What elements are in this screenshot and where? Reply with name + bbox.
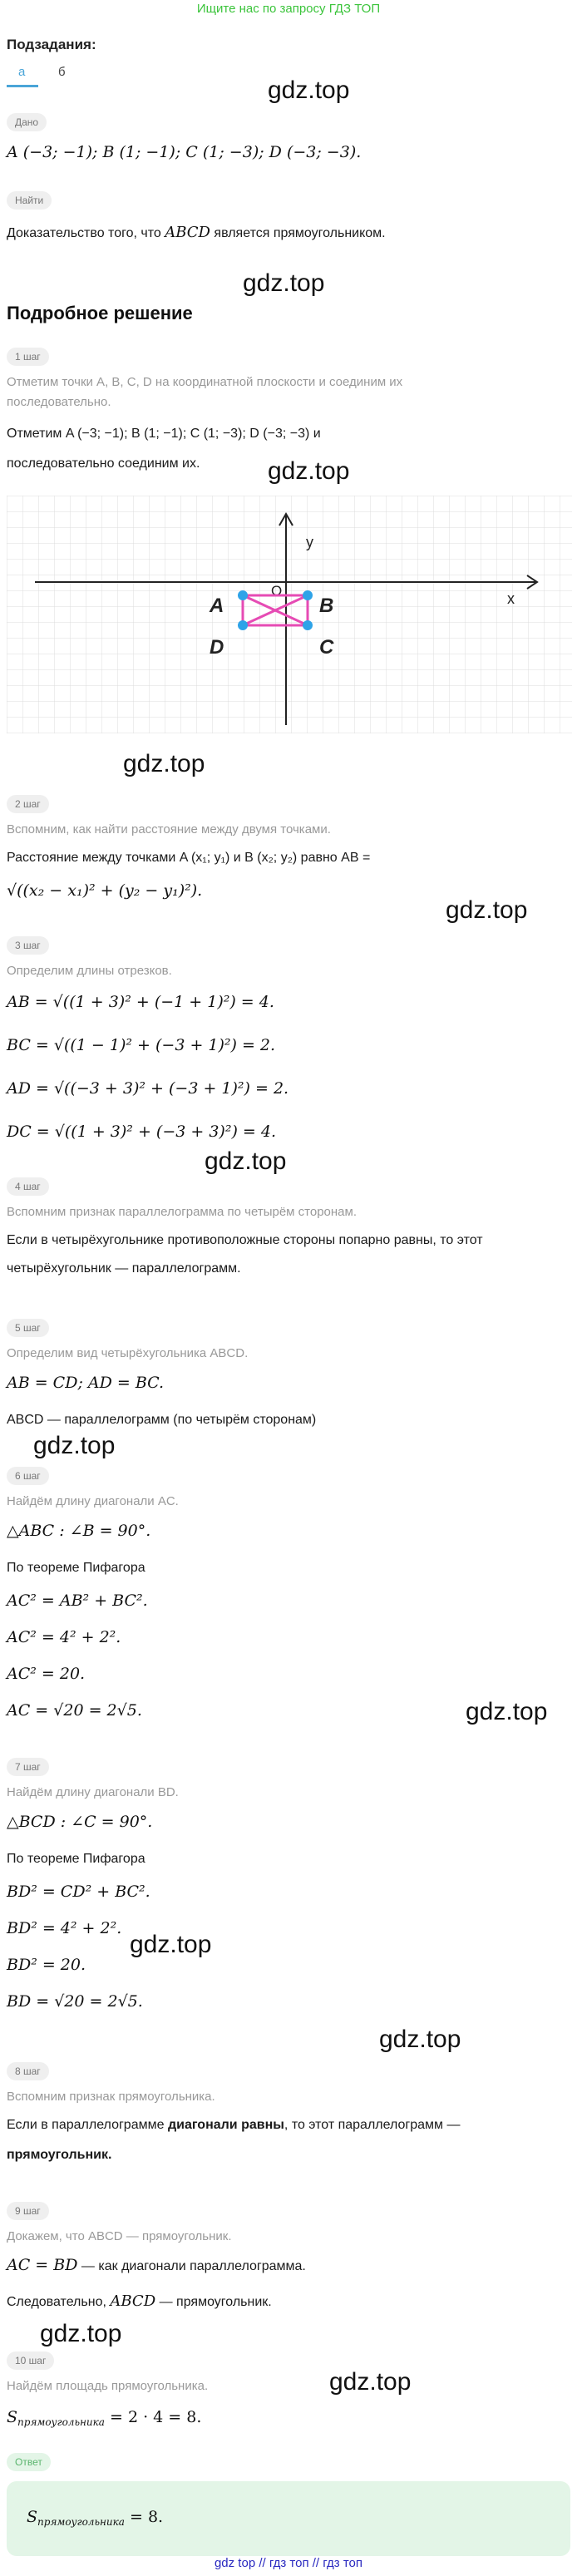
given-text: A (−3; −1); B (1; −1); C (1; −3); D (−3; −3). — [7, 143, 362, 161]
step-3-chip: 3 шаг — [7, 936, 49, 955]
given-chip: Дано — [7, 113, 47, 131]
step-7-math: △BCD : ∠C = 90°. — [7, 1813, 153, 1831]
step-10-math — [7, 2408, 201, 2428]
step-8-text-1b: диагонали равны — [167, 2118, 284, 2132]
step-6-math: △ABC : ∠B = 90°. — [7, 1522, 151, 1540]
step-9-text-2a: Следовательно, — [7, 2295, 106, 2309]
watermark: gdz.top — [466, 1698, 548, 1725]
watermark: gdz.top — [205, 1147, 287, 1175]
point-d — [238, 620, 248, 630]
find-text-prefix: Доказательство того, что — [7, 226, 161, 240]
step-4-chip: 4 шаг — [7, 1177, 49, 1196]
answer-chip: Ответ — [7, 2453, 51, 2471]
subtasks-label: Подзадания: — [7, 37, 96, 52]
step-6-line-4: AC = √20 = 2√5. — [7, 1701, 142, 1720]
tab-active-indicator — [7, 85, 38, 87]
step-7-line-2: BD² = 4² + 2². — [7, 1919, 122, 1937]
point-label-c: C — [319, 636, 334, 659]
watermark: gdz.top — [130, 1931, 212, 1958]
find-text-var: ABCD — [165, 224, 210, 241]
step-3-line-3: AD = √((−3 + 3)² + (−3 + 1)²) = 2. — [7, 1079, 289, 1098]
step-10-math-sub: прямоугольника — [17, 2416, 105, 2428]
step-3-line-4: DC = √((1 + 3)² + (−3 + 3)²) = 4. — [7, 1123, 276, 1141]
step-4-text-2: четырёхугольник — параллелограмм. — [7, 1261, 241, 1276]
solution-title: Подробное решение — [7, 303, 193, 323]
step-5-math: AB = CD; AD = BC. — [7, 1374, 165, 1392]
point-label-b: B — [319, 595, 334, 617]
step-10-math-s: S — [7, 2408, 18, 2426]
answer-math — [27, 2508, 163, 2528]
find-chip: Найти — [7, 191, 52, 210]
step-2-gray: Вспомним, как найти расстояние между двумя точками. — [7, 822, 331, 836]
find-text — [7, 223, 386, 244]
step-7-text: По теореме Пифагора — [7, 1852, 145, 1866]
watermark: gdz.top — [268, 76, 350, 104]
step-1-chip: 1 шаг — [7, 348, 49, 366]
step-10-math-rest: = 2 · 4 = 8. — [109, 2408, 202, 2426]
step-1-gray: Отметим точки A, B, C, D на координатной плоскости и соединим их последовательно. — [7, 375, 403, 409]
step-7-line-4: BD = √20 = 2√5. — [7, 1992, 143, 2011]
answer-math-sub: прямоугольника — [37, 2516, 125, 2528]
top-banner[interactable]: Ищите нас по запросу ГДЗ ТОП — [196, 2, 381, 16]
step-6-chip: 6 шаг — [7, 1467, 49, 1485]
step-2-formula: √((x₂ − x₁)² + (y₂ − y₁)²). — [7, 881, 203, 900]
step-8-chip: 8 шаг — [7, 2062, 49, 2080]
step-7-gray: Найдём длину диагонали BD. — [7, 1785, 179, 1799]
tab-a[interactable]: а — [18, 65, 26, 79]
step-10-chip: 10 шаг — [7, 2351, 54, 2370]
step-9-line-2 — [7, 2292, 272, 2312]
step-7-line-1: BD² = CD² + BC². — [7, 1883, 150, 1901]
watermark: gdz.top — [329, 2368, 412, 2396]
step-6-line-2: AC² = 4² + 2². — [7, 1628, 121, 1646]
step-6-gray: Найдём длину диагонали AC. — [7, 1494, 179, 1508]
step-2-chip: 2 шаг — [7, 795, 49, 813]
step-6-line-1: AC² = AB² + BC². — [7, 1591, 148, 1610]
step-7-line-3: BD² = 20. — [7, 1956, 86, 1974]
find-text-suffix: является прямоугольником. — [214, 226, 386, 240]
step-9-gray: Докажем, что ABCD — прямоугольник. — [7, 2229, 232, 2243]
watermark: gdz.top — [123, 750, 205, 777]
watermark: gdz.top — [379, 2026, 461, 2053]
step-6-text: По теореме Пифагора — [7, 1561, 145, 1575]
x-axis-label: x — [507, 590, 515, 607]
step-5-chip: 5 шаг — [7, 1319, 49, 1337]
point-c — [303, 620, 313, 630]
point-label-d: D — [210, 636, 224, 659]
footer-links[interactable]: gdz top // гдз топ // гдз топ — [214, 2556, 363, 2570]
step-9-text-2c: — прямоугольник. — [159, 2295, 272, 2309]
step-8-text-1c: , то этот параллелограмм — — [284, 2118, 461, 2132]
step-9-math: AC = BD — [7, 2256, 78, 2274]
step-2-text: Расстояние между точками A (x₁; y₁) и B (x₂; y₂) равно AB = — [7, 851, 371, 865]
answer-math-rest: = 8. — [129, 2508, 164, 2526]
step-3-line-2: BC = √((1 − 1)² + (−3 + 1)²) = 2. — [7, 1036, 276, 1054]
step-8-text-1a: Если в параллелограмме — [7, 2118, 165, 2132]
tab-b[interactable]: б — [58, 65, 66, 79]
step-9-text-1: — как диагонали параллелограмма. — [81, 2259, 306, 2273]
y-axis-label: y — [306, 534, 313, 550]
step-3-gray: Определим длины отрезков. — [7, 964, 172, 978]
point-b — [303, 590, 313, 600]
step-9-text-2b: ABCD — [110, 2292, 156, 2310]
step-3-line-1: AB = √((1 + 3)² + (−1 + 1)²) = 4. — [7, 993, 274, 1011]
step-7-chip: 7 шаг — [7, 1758, 49, 1776]
origin-label: O — [271, 583, 283, 599]
step-8-gray: Вспомним признак прямоугольника. — [7, 2090, 215, 2104]
watermark: gdz.top — [40, 2320, 122, 2347]
coordinate-graph — [7, 496, 572, 733]
step-6-line-3: AC² = 20. — [7, 1665, 86, 1683]
step-8-text-1 — [7, 2115, 460, 2135]
step-5-gray: Определим вид четырёхугольника ABCD. — [7, 1346, 249, 1360]
step-4-gray: Вспомним признак параллелограмма по четырём сторонам. — [7, 1205, 357, 1219]
step-1-text-1: Отметим A (−3; −1); B (1; −1); C (1; −3); D (−3; −3) и — [7, 427, 321, 441]
watermark: gdz.top — [243, 269, 325, 297]
step-9-chip: 9 шаг — [7, 2202, 49, 2220]
point-label-a: A — [210, 595, 224, 617]
step-9-line-1 — [7, 2255, 306, 2277]
graph-grid — [7, 496, 572, 733]
step-8-text-2: прямоугольник. — [7, 2148, 112, 2162]
watermark: gdz.top — [446, 896, 528, 924]
step-1-text-2: последовательно соединим их. — [7, 456, 200, 471]
point-a — [238, 590, 248, 600]
answer-math-s: S — [27, 2508, 38, 2526]
step-4-text-1: Если в четырёхугольнике противоположные стороны попарно равны, то этот — [7, 1233, 483, 1247]
watermark: gdz.top — [33, 1432, 116, 1459]
watermark: gdz.top — [268, 457, 350, 485]
step-5-text: ABCD — параллелограмм (по четырём сторонам) — [7, 1413, 317, 1427]
step-10-gray: Найдём площадь прямоугольника. — [7, 2379, 209, 2393]
